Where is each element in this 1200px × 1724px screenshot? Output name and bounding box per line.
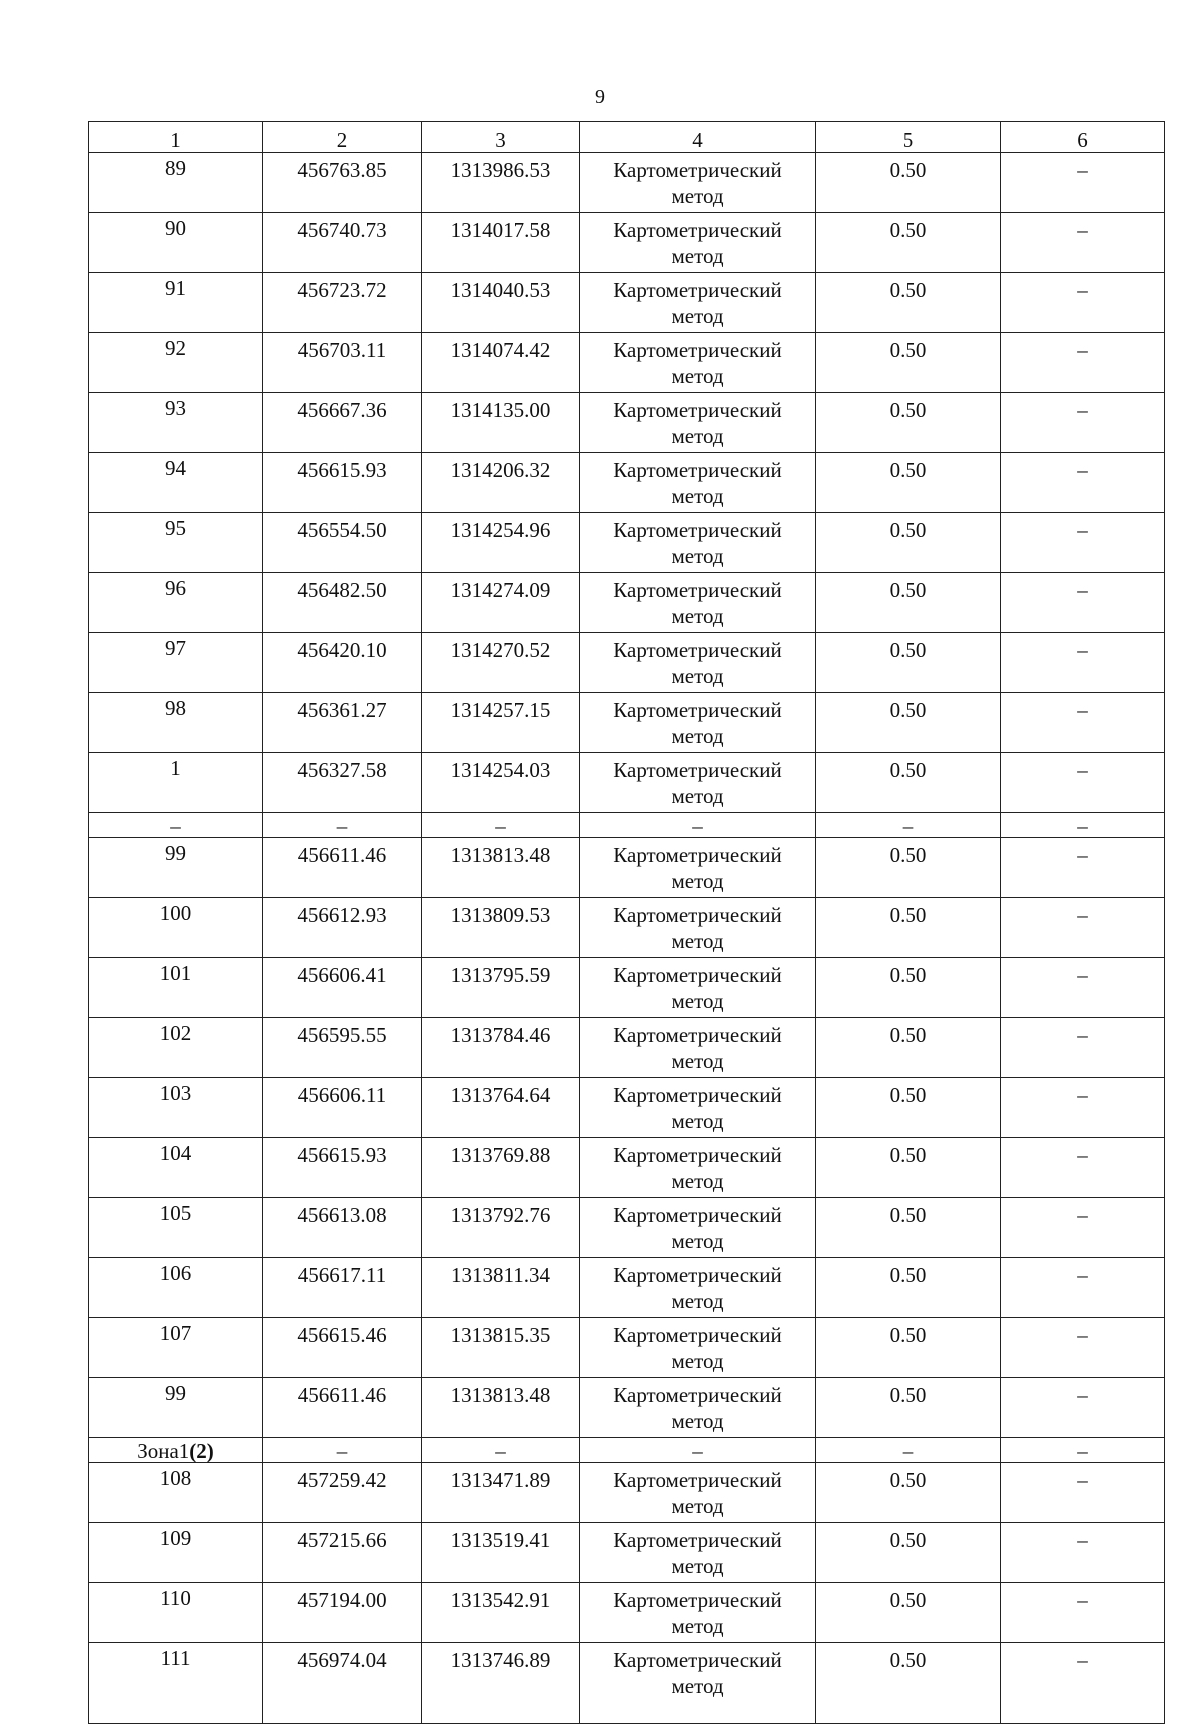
- method-text: Картометрический: [613, 698, 782, 722]
- point-number-cell: 97: [89, 633, 263, 693]
- method-text: Картометрический: [613, 218, 782, 242]
- method-text: метод: [671, 1109, 724, 1133]
- method-cell: [580, 958, 816, 1018]
- table-row: [89, 898, 1165, 958]
- table-row: [89, 153, 1165, 213]
- x-coordinate-cell: 456763.85: [263, 153, 422, 213]
- accuracy-cell: 0.50: [816, 153, 1001, 213]
- y-coordinate-cell: 1313813.48: [422, 1378, 580, 1438]
- note-cell: –: [1001, 1378, 1165, 1438]
- accuracy-cell: 0.50: [816, 273, 1001, 333]
- method-text: метод: [671, 364, 724, 388]
- note-cell: –: [1001, 1318, 1165, 1378]
- x-coordinate-cell: 456611.46: [263, 1378, 422, 1438]
- y-coordinate-cell: 1314254.96: [422, 513, 580, 573]
- table-row: [89, 273, 1165, 333]
- accuracy-cell: 0.50: [816, 333, 1001, 393]
- method-text: метод: [671, 989, 724, 1013]
- method-cell: [580, 1078, 816, 1138]
- method-cell: [580, 633, 816, 693]
- y-coordinate-cell: 1313769.88: [422, 1138, 580, 1198]
- accuracy-cell: 0.50: [816, 1378, 1001, 1438]
- point-number-cell: 104: [89, 1138, 263, 1198]
- table-row: [89, 693, 1165, 753]
- table-row: [89, 753, 1165, 813]
- x-coordinate-cell: 456554.50: [263, 513, 422, 573]
- note-cell: –: [1001, 1643, 1165, 1724]
- table-row: [89, 453, 1165, 513]
- table-row: [89, 1583, 1165, 1643]
- x-coordinate-cell: 457259.42: [263, 1463, 422, 1523]
- accuracy-cell: 0.50: [816, 1643, 1001, 1724]
- table-row: [89, 1198, 1165, 1258]
- point-number-cell: 105: [89, 1198, 263, 1258]
- method-text: Картометрический: [613, 1083, 782, 1107]
- note-cell: –: [1001, 1523, 1165, 1583]
- separator-row: [89, 813, 1165, 838]
- table-row: [89, 1523, 1165, 1583]
- method-text: метод: [671, 1229, 724, 1253]
- accuracy-cell: 0.50: [816, 393, 1001, 453]
- x-coordinate-cell: 456723.72: [263, 273, 422, 333]
- point-number-cell: 101: [89, 958, 263, 1018]
- x-coordinate-cell: 456974.04: [263, 1643, 422, 1724]
- table-row: [89, 1138, 1165, 1198]
- y-coordinate-cell: 1314040.53: [422, 273, 580, 333]
- accuracy-cell: 0.50: [816, 1198, 1001, 1258]
- method-text: метод: [671, 784, 724, 808]
- point-number-cell: 103: [89, 1078, 263, 1138]
- point-number-cell: 93: [89, 393, 263, 453]
- y-coordinate-cell: 1314270.52: [422, 633, 580, 693]
- note-cell: –: [1001, 1018, 1165, 1078]
- point-number-cell: 96: [89, 573, 263, 633]
- method-text: Картометрический: [613, 518, 782, 542]
- method-text: Картометрический: [613, 963, 782, 987]
- y-coordinate-cell: 1313746.89: [422, 1643, 580, 1724]
- x-coordinate-cell: 456606.41: [263, 958, 422, 1018]
- y-coordinate-cell: 1313542.91: [422, 1583, 580, 1643]
- table-row: [89, 213, 1165, 273]
- method-cell: [580, 273, 816, 333]
- method-cell: [580, 513, 816, 573]
- method-text: метод: [671, 664, 724, 688]
- method-cell: [580, 1198, 816, 1258]
- point-number-cell: 92: [89, 333, 263, 393]
- separator-cell: –: [816, 813, 1001, 838]
- method-text: метод: [671, 1049, 724, 1073]
- coordinates-table-body: [89, 122, 1165, 1724]
- accuracy-cell: 0.50: [816, 1463, 1001, 1523]
- x-coordinate-cell: 456613.08: [263, 1198, 422, 1258]
- x-coordinate-cell: 456482.50: [263, 573, 422, 633]
- y-coordinate-cell: 1314257.15: [422, 693, 580, 753]
- method-cell: [580, 333, 816, 393]
- accuracy-cell: 0.50: [816, 1583, 1001, 1643]
- table-row: [89, 573, 1165, 633]
- page-number: 9: [595, 86, 605, 108]
- accuracy-cell: 0.50: [816, 453, 1001, 513]
- method-text: Картометрический: [613, 1588, 782, 1612]
- point-number-cell: 98: [89, 693, 263, 753]
- separator-cell: –: [1001, 813, 1165, 838]
- method-cell: [580, 153, 816, 213]
- column-header: 5: [816, 122, 1001, 153]
- method-text: метод: [671, 424, 724, 448]
- x-coordinate-cell: 456327.58: [263, 753, 422, 813]
- y-coordinate-cell: 1314074.42: [422, 333, 580, 393]
- method-text: метод: [671, 1349, 724, 1373]
- method-text: Картометрический: [613, 1263, 782, 1287]
- point-number-cell: 110: [89, 1583, 263, 1643]
- note-cell: –: [1001, 513, 1165, 573]
- method-cell: [580, 213, 816, 273]
- table-row: [89, 1378, 1165, 1438]
- method-cell: [580, 1018, 816, 1078]
- method-text: Картометрический: [613, 1528, 782, 1552]
- accuracy-cell: 0.50: [816, 1018, 1001, 1078]
- method-text: метод: [671, 1169, 724, 1193]
- method-text: метод: [671, 604, 724, 628]
- method-text: метод: [671, 929, 724, 953]
- separator-cell: –: [422, 1438, 580, 1463]
- column-header: 2: [263, 122, 422, 153]
- method-text: метод: [671, 184, 724, 208]
- x-coordinate-cell: 457215.66: [263, 1523, 422, 1583]
- method-text: Картометрический: [613, 1203, 782, 1227]
- method-cell: [580, 753, 816, 813]
- zone-number: (2): [189, 1439, 214, 1463]
- method-text: Картометрический: [613, 758, 782, 782]
- method-text: метод: [671, 1554, 724, 1578]
- method-cell: [580, 1643, 816, 1724]
- point-number-cell: 1: [89, 753, 263, 813]
- table-row: [89, 838, 1165, 898]
- x-coordinate-cell: 456606.11: [263, 1078, 422, 1138]
- y-coordinate-cell: 1313519.41: [422, 1523, 580, 1583]
- column-header: 6: [1001, 122, 1165, 153]
- method-text: Картометрический: [613, 1323, 782, 1347]
- column-header: 1: [89, 122, 263, 153]
- method-text: Картометрический: [613, 1023, 782, 1047]
- method-text: метод: [671, 304, 724, 328]
- accuracy-cell: 0.50: [816, 1318, 1001, 1378]
- accuracy-cell: 0.50: [816, 1078, 1001, 1138]
- table-row: [89, 1018, 1165, 1078]
- method-cell: [580, 1258, 816, 1318]
- method-text: метод: [671, 724, 724, 748]
- method-text: метод: [671, 1289, 724, 1313]
- note-cell: –: [1001, 333, 1165, 393]
- note-cell: –: [1001, 633, 1165, 693]
- y-coordinate-cell: 1313792.76: [422, 1198, 580, 1258]
- x-coordinate-cell: 456617.11: [263, 1258, 422, 1318]
- point-number-cell: 111: [89, 1643, 263, 1724]
- separator-cell: –: [263, 1438, 422, 1463]
- method-text: Картометрический: [613, 1383, 782, 1407]
- x-coordinate-cell: 456612.93: [263, 898, 422, 958]
- table-row: [89, 958, 1165, 1018]
- accuracy-cell: 0.50: [816, 573, 1001, 633]
- note-cell: –: [1001, 453, 1165, 513]
- separator-cell: –: [422, 813, 580, 838]
- point-number-cell: 89: [89, 153, 263, 213]
- method-text: Картометрический: [613, 338, 782, 362]
- method-text: метод: [671, 1674, 724, 1698]
- method-text: метод: [671, 484, 724, 508]
- point-number-cell: 108: [89, 1463, 263, 1523]
- x-coordinate-cell: 456740.73: [263, 213, 422, 273]
- y-coordinate-cell: 1314135.00: [422, 393, 580, 453]
- table-row: [89, 513, 1165, 573]
- method-cell: [580, 573, 816, 633]
- coordinates-table: [88, 121, 1165, 1724]
- note-cell: –: [1001, 1198, 1165, 1258]
- note-cell: –: [1001, 693, 1165, 753]
- accuracy-cell: 0.50: [816, 1523, 1001, 1583]
- method-cell: [580, 453, 816, 513]
- accuracy-cell: 0.50: [816, 898, 1001, 958]
- method-text: Картометрический: [613, 1648, 782, 1672]
- y-coordinate-cell: 1314206.32: [422, 453, 580, 513]
- point-number-cell: 106: [89, 1258, 263, 1318]
- point-number-cell: 95: [89, 513, 263, 573]
- table-row: [89, 333, 1165, 393]
- y-coordinate-cell: 1313809.53: [422, 898, 580, 958]
- y-coordinate-cell: 1314017.58: [422, 213, 580, 273]
- method-text: Картометрический: [613, 1143, 782, 1167]
- separator-cell: –: [580, 813, 816, 838]
- method-text: метод: [671, 1409, 724, 1433]
- method-text: Картометрический: [613, 578, 782, 602]
- method-text: Картометрический: [613, 903, 782, 927]
- separator-cell: –: [580, 1438, 816, 1463]
- table-row: [89, 1078, 1165, 1138]
- accuracy-cell: 0.50: [816, 513, 1001, 573]
- accuracy-cell: 0.50: [816, 753, 1001, 813]
- accuracy-cell: 0.50: [816, 838, 1001, 898]
- y-coordinate-cell: 1313764.64: [422, 1078, 580, 1138]
- separator-cell: –: [89, 813, 263, 838]
- method-text: метод: [671, 244, 724, 268]
- point-number-cell: 100: [89, 898, 263, 958]
- accuracy-cell: 0.50: [816, 958, 1001, 1018]
- x-coordinate-cell: 456420.10: [263, 633, 422, 693]
- accuracy-cell: 0.50: [816, 213, 1001, 273]
- accuracy-cell: 0.50: [816, 1138, 1001, 1198]
- note-cell: –: [1001, 898, 1165, 958]
- x-coordinate-cell: 456611.46: [263, 838, 422, 898]
- zone-label: Зона1: [137, 1439, 190, 1463]
- x-coordinate-cell: 456615.93: [263, 1138, 422, 1198]
- separator-cell: –: [816, 1438, 1001, 1463]
- method-cell: [580, 1463, 816, 1523]
- method-text: метод: [671, 1494, 724, 1518]
- x-coordinate-cell: 456667.36: [263, 393, 422, 453]
- table-header-row: [89, 122, 1165, 153]
- y-coordinate-cell: 1313815.35: [422, 1318, 580, 1378]
- note-cell: –: [1001, 273, 1165, 333]
- method-cell: [580, 838, 816, 898]
- point-number-cell: 90: [89, 213, 263, 273]
- note-cell: –: [1001, 153, 1165, 213]
- note-cell: –: [1001, 1583, 1165, 1643]
- point-number-cell: 91: [89, 273, 263, 333]
- method-cell: [580, 898, 816, 958]
- y-coordinate-cell: 1313986.53: [422, 153, 580, 213]
- y-coordinate-cell: 1313795.59: [422, 958, 580, 1018]
- y-coordinate-cell: 1313813.48: [422, 838, 580, 898]
- x-coordinate-cell: 457194.00: [263, 1583, 422, 1643]
- point-number-cell: 102: [89, 1018, 263, 1078]
- note-cell: –: [1001, 213, 1165, 273]
- y-coordinate-cell: 1313784.46: [422, 1018, 580, 1078]
- point-number-cell: 94: [89, 453, 263, 513]
- method-text: Картометрический: [613, 458, 782, 482]
- x-coordinate-cell: 456703.11: [263, 333, 422, 393]
- accuracy-cell: 0.50: [816, 693, 1001, 753]
- x-coordinate-cell: 456595.55: [263, 1018, 422, 1078]
- zone-label-cell: [89, 1438, 263, 1463]
- method-cell: [580, 393, 816, 453]
- table-row: [89, 1643, 1165, 1724]
- y-coordinate-cell: 1313471.89: [422, 1463, 580, 1523]
- table-row: [89, 393, 1165, 453]
- note-cell: –: [1001, 838, 1165, 898]
- x-coordinate-cell: 456615.93: [263, 453, 422, 513]
- method-text: метод: [671, 544, 724, 568]
- table-row: [89, 1463, 1165, 1523]
- method-cell: [580, 1583, 816, 1643]
- y-coordinate-cell: 1314274.09: [422, 573, 580, 633]
- method-text: метод: [671, 1614, 724, 1638]
- method-text: метод: [671, 869, 724, 893]
- note-cell: –: [1001, 753, 1165, 813]
- method-text: Картометрический: [613, 638, 782, 662]
- method-cell: [580, 1138, 816, 1198]
- column-header: 4: [580, 122, 816, 153]
- x-coordinate-cell: 456615.46: [263, 1318, 422, 1378]
- method-text: Картометрический: [613, 1468, 782, 1492]
- note-cell: –: [1001, 1078, 1165, 1138]
- table-row: [89, 1258, 1165, 1318]
- note-cell: –: [1001, 393, 1165, 453]
- separator-row: [89, 1438, 1165, 1463]
- accuracy-cell: 0.50: [816, 633, 1001, 693]
- separator-cell: –: [263, 813, 422, 838]
- method-cell: [580, 1523, 816, 1583]
- method-text: Картометрический: [613, 278, 782, 302]
- column-header: 3: [422, 122, 580, 153]
- method-text: Картометрический: [613, 158, 782, 182]
- point-number-cell: 99: [89, 1378, 263, 1438]
- separator-cell: –: [1001, 1438, 1165, 1463]
- method-text: Картометрический: [613, 398, 782, 422]
- method-cell: [580, 1378, 816, 1438]
- method-text: Картометрический: [613, 843, 782, 867]
- point-number-cell: 107: [89, 1318, 263, 1378]
- method-cell: [580, 1318, 816, 1378]
- note-cell: –: [1001, 573, 1165, 633]
- y-coordinate-cell: 1313811.34: [422, 1258, 580, 1318]
- table-row: [89, 633, 1165, 693]
- accuracy-cell: 0.50: [816, 1258, 1001, 1318]
- note-cell: –: [1001, 958, 1165, 1018]
- method-cell: [580, 693, 816, 753]
- table-row: [89, 1318, 1165, 1378]
- y-coordinate-cell: 1314254.03: [422, 753, 580, 813]
- note-cell: –: [1001, 1258, 1165, 1318]
- note-cell: –: [1001, 1138, 1165, 1198]
- note-cell: –: [1001, 1463, 1165, 1523]
- point-number-cell: 109: [89, 1523, 263, 1583]
- x-coordinate-cell: 456361.27: [263, 693, 422, 753]
- point-number-cell: 99: [89, 838, 263, 898]
